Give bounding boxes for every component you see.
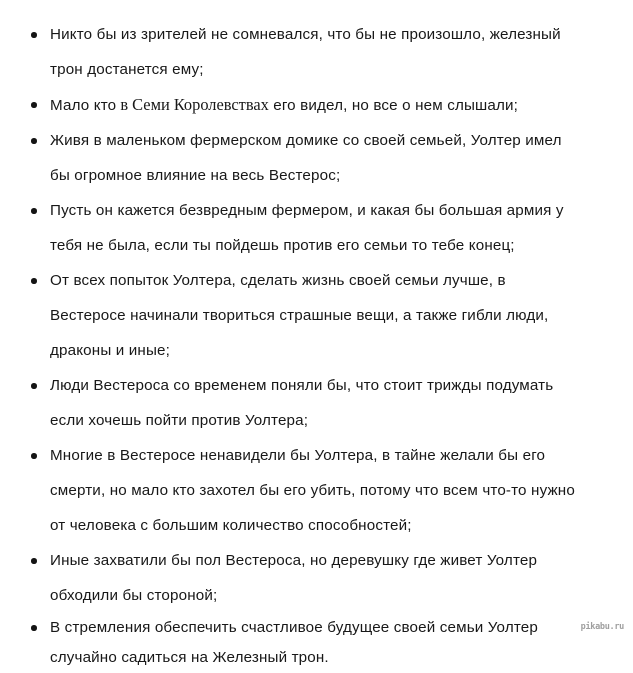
list-item-text: В стремления обеспечить счастливое будущее своей семьи Уолтер случайно садиться на Железный трон. [50,619,538,666]
list-item [0,543,633,613]
list-item-text: Люди Вестероса со временем поняли бы, что стоит трижды подумать если хочешь пойти против Уолтера; [50,377,554,429]
post-body [0,17,633,673]
list-item [0,368,633,438]
list-item-text-serif-emphasis: в Семи Королевствах [116,95,269,114]
list-item [0,613,633,673]
list-item-text: От всех попыток Уолтера, сделать жизнь своей семьи лучше, в Вестеросе начинали твориться страшные вещи, а также гибли люди, драконы и иные; [50,272,549,359]
list-item [0,438,633,543]
bullet-point-icon [31,543,37,578]
list-item [0,17,633,87]
list-item [0,263,633,368]
list-item-text: Многие в Вестеросе ненавидели бы Уолтера, в тайне желали бы его смерти, но мало кто захотел бы его убить, потому что всем что-то нужно от человека с большим количество способностей; [50,447,575,534]
bullet-point-icon [31,17,37,52]
list-item-text: Живя в маленьком фермерском домике со своей семьей, Уолтер имел бы огромное влияние на весь Вестерос; [50,132,562,184]
bullet-point-icon [31,87,37,122]
list-item-text: Пусть он кажется безвредным фермером, и какая бы большая армия у тебя не была, если ты пойдешь против его семьи то тебе конец; [50,202,564,254]
list-item [0,193,633,263]
bullet-point-icon [31,438,37,473]
bullet-point-icon [31,193,37,228]
list-item-text [50,87,585,123]
bullet-point-icon [31,123,37,158]
list-item-text-sans-tail: его видел, но все о нем слышали; [268,97,518,114]
list-item-text: Никто бы из зрителей не сомневался, что бы не произошло, железный трон достанется ему; [50,26,561,78]
list-item [0,87,633,123]
list-item-text-sans-lead: Мало кто [50,97,117,114]
bullet-point-icon [31,613,37,643]
list-item [0,123,633,193]
bullet-point-icon [31,368,37,403]
bullet-list [0,17,633,673]
pikabu-watermark: pikabu.ru [580,622,624,632]
list-item-text: Иные захватили бы пол Вестероса, но деревушку где живет Уолтер обходили бы стороной; [50,552,538,604]
bullet-point-icon [31,263,37,298]
